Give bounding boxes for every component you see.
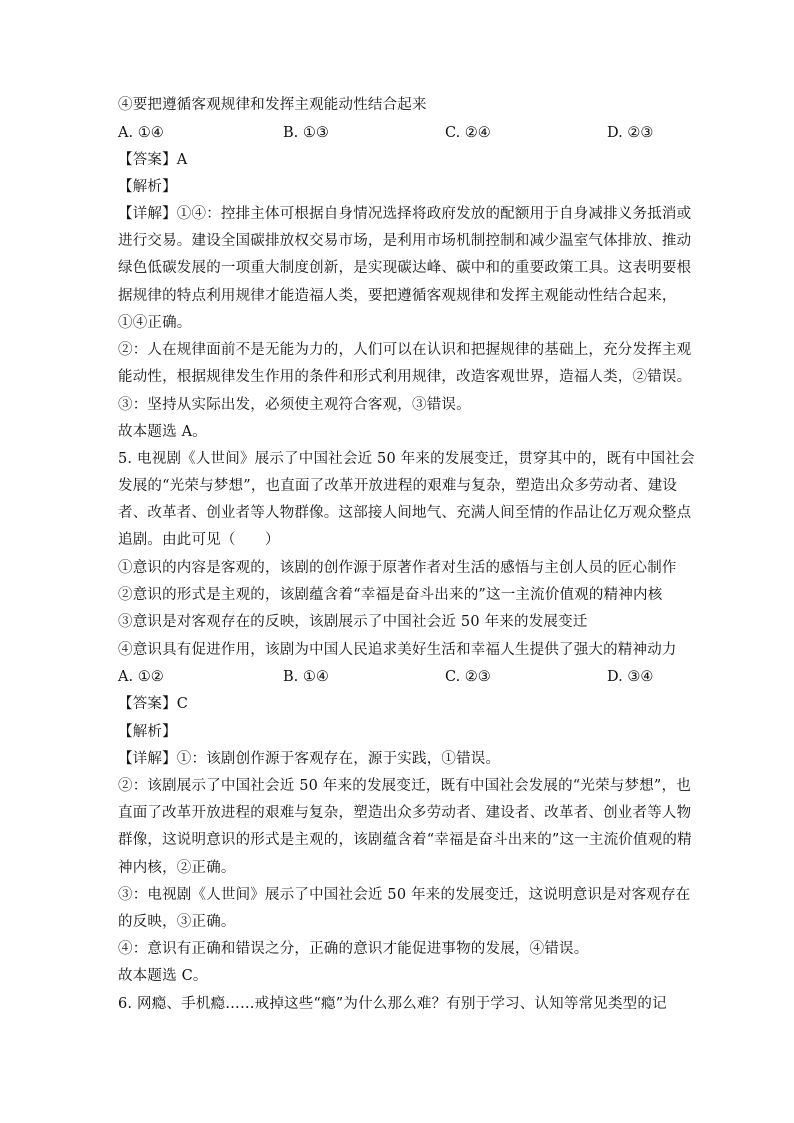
- q5-detail-line: ③：电视剧《人世间》展示了中国社会近 50 年来的发展变迁，这说明意识是对客观存在: [118, 887, 691, 903]
- q5-statement-2: ②意识的形式是主观的，该剧蕴含着“幸福是奋斗出来的”这一主流价值观的精神内核: [118, 587, 663, 603]
- q5-option-d: D. ③④: [607, 669, 654, 685]
- q4-detail-line: ②：人在规律面前不是无能为力的，人们可以在认识和把握规律的基础上，充分发挥主观: [118, 342, 692, 358]
- q5-detail-line: 直面了改革开放进程的艰难与复杂，塑造出众多劳动者、建设者、改革者、创业者等人物: [118, 805, 692, 821]
- q4-answer: 【答案】A: [118, 152, 188, 168]
- q4-detail-line: 进行交易。建设全国碳排放权交易市场，是利用市场机制控制和减少温室气体排放、推动: [118, 233, 692, 249]
- q5-stem-line: 发展的“光荣与梦想”，也直面了改革开放进程的艰难与复杂，塑造出众多劳动者、建设: [118, 478, 678, 494]
- q4-option-d: D. ②③: [607, 125, 654, 141]
- q5-option-b: B. ①④: [283, 669, 329, 685]
- q5-stem-line: 者、改革者、创业者等人物群像。这部接人间地气、充满人间至情的作品让亿万观众整点: [118, 505, 692, 521]
- q5-option-c: C. ②③: [445, 669, 491, 685]
- q5-conclusion: 故本题选 C。: [118, 968, 208, 984]
- q5-detail-line: 【详解】①：该剧创作源于客观存在，源于实践，①错误。: [118, 751, 501, 767]
- q5-option-a: A. ①②: [118, 669, 164, 685]
- q4-option-c: C. ②④: [445, 125, 491, 141]
- q4-stem-tail: ④要把遵循客观规律和发挥主观能动性结合起来: [118, 97, 427, 113]
- q5-analysis-heading: 【解析】: [118, 724, 177, 740]
- q4-detail-line: 能动性，根据规律发生作用的条件和形式利用规律，改造客观世界，造福人类，②错误。: [118, 369, 692, 385]
- q5-answer: 【答案】C: [118, 696, 189, 712]
- q4-detail-line: 【详解】①④：控排主体可根据自身情况选择将政府发放的配额用于自身减排义务抵消或: [118, 206, 692, 222]
- q4-detail-line: ③：坚持从实际出发，必须使主观符合客观，③错误。: [118, 397, 471, 413]
- q5-statement-3: ③意识是对客观存在的反映，该剧展示了中国社会近 50 年来的发展变迁: [118, 614, 588, 630]
- q4-detail-line: 绿色低碳发展的一项重大制度创新，是实现碳达峰、碳中和的重要政策工具。这表明要根: [118, 260, 692, 276]
- q5-statement-4: ④意识具有促进作用，该剧为中国人民追求美好生活和幸福人生提供了强大的精神动力: [118, 642, 677, 658]
- q4-detail-line: 据规律的特点利用规律才能造福人类，要把遵循客观规律和发挥主观能动性结合起来，: [118, 288, 677, 304]
- q6-stem-line: 6. 网瘾、手机瘾……戒掉这些“瘾”为什么那么难？有别于学习、认知等常见类型的记: [118, 996, 667, 1012]
- q5-stem-line: 5. 电视剧《人世间》展示了中国社会近 50 年来的发展变迁，贯穿其中的，既有中国社会: [118, 451, 695, 467]
- q5-detail-line: ②：该剧展示了中国社会近 50 年来的发展变迁，既有中国社会发展的“光荣与梦想”，也: [118, 778, 691, 794]
- q4-option-b: B. ①③: [283, 125, 329, 141]
- q4-analysis-heading: 【解析】: [118, 179, 177, 195]
- q5-detail-line: 群像，这说明意识的形式是主观的，该剧蕴含着“幸福是奋斗出来的”这一主流价值观的精: [118, 832, 692, 848]
- q5-statement-1: ①意识的内容是客观的，该剧的创作源于原著作者对生活的感悟与主创人员的匠心制作: [118, 560, 677, 576]
- q4-detail-line: ①④正确。: [118, 315, 192, 331]
- q4-option-a: A. ①④: [118, 125, 164, 141]
- q5-detail-line: 的反映，③正确。: [118, 914, 236, 930]
- q5-stem-line: 追剧。由此可见（ ）: [118, 532, 280, 548]
- q5-detail-line: 神内核，②正确。: [118, 860, 236, 876]
- q5-detail-line: ④：意识有正确和错误之分，正确的意识才能促进事物的发展，④错误。: [118, 941, 589, 957]
- q4-conclusion: 故本题选 A。: [118, 424, 207, 440]
